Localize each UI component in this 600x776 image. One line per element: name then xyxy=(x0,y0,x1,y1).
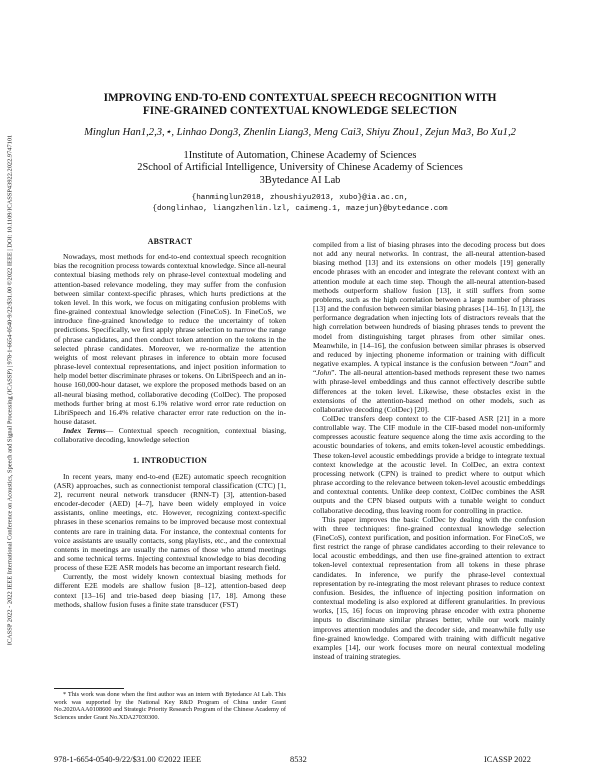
email-line-2: {donglinhao, liangzhenlin.lzl, caimeng.1, mazejun}@bytedance.com xyxy=(152,205,448,213)
affiliation-2: 2School of Artificial Intelligence, University of Chinese Academy of Sciences xyxy=(137,162,463,174)
right-paragraph-3: This paper improves the basic ColDec by dealing with the confusion with three techniques: fine-grained contextual knowledge selection (FineCoS), context purification, and position information. For FineCoS, we first restrict the range of phrase candidates according to their relevance to local acoustic embeddings, and then use fine-grained attention to extract token-level contextual representation from all tokens in these phrase candidates. In inference, we purify the phrase-level contextual representation by re-integrating the most relevant phrases to reduce context confusion. Besides, the influence of injecting position information on contextual modeling is also explored at different granularities. In previous works, [15, 16] focus on improving phrase encoder with extra phoneme inputs to discriminate similar phrases better, while our work mainly improves attention modules and the decoder side, and meanwhile fully use fine-grained knowledge. Compared with training with difficult negative examples [14], our work focuses more on neural contextual modeling instead of training strategies. xyxy=(313,514,545,662)
right-column xyxy=(313,240,545,661)
intro-paragraph-1: In recent years, many end-to-end (E2E) automatic speech recognition (ASR) approaches, such as connectionist temporal classification (CTC) [1, 2], recurrent neural network transducer (RNN-T) [3], attention-based encoder-decoder (AED) [4–7], have been widely employed in voice assistants, online meetings, etc. However, recognizing context-specific phrases in these scenarios remains to be improved because most contextual contents are rare in training data. For instance, the contextual contents for voice assistants are usually contacts, song playlists, etc., and the contextual contents in meetings are usually the names of those who attend meetings and some technical terms. Injecting contextual knowledge to bias decoding process of these E2E ASR models has become an important research field. xyxy=(54,471,286,573)
index-terms xyxy=(54,426,286,444)
introduction-heading: 1. INTRODUCTION xyxy=(132,456,208,466)
author-emails xyxy=(60,193,540,215)
paper-title xyxy=(60,92,540,118)
title-line-2: FINE-GRAINED CONTEXTUAL KNOWLEDGE SELECTION xyxy=(142,105,458,117)
index-terms-text: — Contextual speech recognition, contextual biasing, collaborative decoding, knowledge selection xyxy=(54,426,286,445)
quote-connector: ” and “ xyxy=(313,359,545,378)
abstract-heading: ABSTRACT xyxy=(147,237,193,246)
abstract-text: Nowadays, most methods for end-to-end contextual speech recognition bias the recognition process towards contextual knowledge. Since all-neural contextual biasing methods rely on phrase-level contextual modeling and attention-based relevance modeling, they may suffer from the confusion between similar context-specific phrases, which hurts predictions at the token level. In this work, we focus on mitigating confusion problems with fine-grained contextual knowledge selection (FineCoS). In FineCoS, we introduce fine-grained knowledge to reduce the uncertainty of token predictions. Specifically, we first apply phrase selection to narrow the range of phrase candidates, and then conduct token attention on the tokens in the selected phrase candidates. Moreover, we re-normalize the attention weights of most relevant phrases in inference to obtain more focused phrase-level contextual representations, and inject position information to help model better discriminate phrases or tokens. On LibriSpeech and an in-house 160,000-hour dataset, we explore the proposed methods based on an all-neural biasing method, collaborative decoding (ColDec). The proposed methods further bring at most 6.1% relative word error rate reduction on LibriSpeech and 16.4% relative character error rate reduction on the in-house dataset. xyxy=(54,252,286,426)
footnote xyxy=(54,691,286,721)
author-list: Minglun Han1,2,3,⋆, Linhao Dong3, Zhenlin Liang3, Meng Cai3, Shiyu Zhou1, Zejun Ma3, Bo Xu1,2 xyxy=(84,127,516,138)
index-terms-label: Index Terms xyxy=(63,426,106,436)
doi-sidebar xyxy=(4,60,16,720)
intro-paragraph-2: Currently, the most widely known contextual biasing methods for different E2E models are shallow fusion [8–12], attention-based deep context [13–16] and trie-based deep biasing [17, 18]. Among these methods, shallow fusion fuses a finite state transducer (FST) xyxy=(54,572,286,609)
right-paragraph-1-end: ”. The all-neural attention-based methods represent these two names with phrase-level embeddings and thus cannot effectively describe subtle differences at the token level. Likewise, these obstacles exist in the extensions of the attention-based method on other models, such as collaborative decoding (ColDec) [20]. xyxy=(313,368,545,414)
right-paragraph-2: ColDec transfers deep context to the CIF-based ASR [21] in a more controllable way. The CIF module in the CIF-based model non-uniformly compresses acoustic feature sequence along the time axis according to the acoustic boundaries of tokens, and emits token-level acoustic embeddings. These token-level acoustic embeddings provide a bridge to integrate textual context knowledge at the acoustic level. In ColDec, an extra context processing network (CPN) is trained to predict where to output which phrase according to the relevance between token-level acoustic embeddings and contextual contents. Unlike deep context, ColDec combines the ASR outputs and the CPN biased outputs with a tunable weight to conduct collaborative decoding, thus leaving room for controlling in practice. xyxy=(313,413,545,515)
title-line-1: IMPROVING END-TO-END CONTEXTUAL SPEECH RECOGNITION WITH xyxy=(103,92,497,104)
example-name-john: John xyxy=(316,368,332,378)
footer-venue: ICASSP 2022 xyxy=(484,755,531,764)
left-column xyxy=(54,237,286,609)
doi-sidebar-text: ICASSP 2022 - 2022 IEEE International Conference on Acoustics, Speech and Signal Processing (ICASSP) | 978-1-6654-0540-9/22/$31.00 ©2022 IEEE | DOI: 10.1109/ICASSP43922.2022.9747101 xyxy=(6,134,14,646)
footnote-divider xyxy=(54,688,124,689)
email-line-1: {hanminglun2018, zhoushiyu2013, xubo}@ia.ac.cn, xyxy=(191,194,409,202)
affiliations xyxy=(60,150,540,187)
right-paragraph-1 xyxy=(313,240,545,414)
footer-copyright: 978-1-6654-0540-9/22/$31.00 ©2022 IEEE xyxy=(54,755,202,764)
affiliation-3: 3Bytedance AI Lab xyxy=(259,174,341,186)
right-paragraph-1-text: compiled from a list of biasing phrases into the decoding process but does not add any neural networks. In contrast, the all-neural attention-based biasing method [13] and its extensions on other models [19] generally encode phrases with an encoder and integrate the relevant context with an attention module at each time step. Though the all-neural attention-based methods outperform shallow fusion [13], it still suffers from some problems, such as the high correlation between a large number of phrases [13] and the confusion between similar biasing phrases [14–16]. In [13], the performance degradation when injecting lots of distractors reveals that the high correlation between hundreds of biasing phrases tends to prevent the model from distinguishing target phrases from other similar ones. Meanwhile, in [14–16], the confusion between similar phrases is observed and reduced by injecting phoneme information or training with difficult negative examples. A typical instance is the confusion between “ xyxy=(313,240,545,369)
affiliation-1: 1Institute of Automation, Chinese Academy of Sciences xyxy=(183,150,417,161)
page-number: 8532 xyxy=(290,755,307,764)
footnote-text: * This work was done when the first author was an intern with Bytedance AI Lab. This work was supported by the National Key R&D Program of China under Grant No.2020AAA0108600 and Strategic Priority Research Program of the Chinese Academy of Sciences under Grant No.XDA27030300. xyxy=(54,691,286,721)
example-name-joan: Joan xyxy=(513,359,529,369)
